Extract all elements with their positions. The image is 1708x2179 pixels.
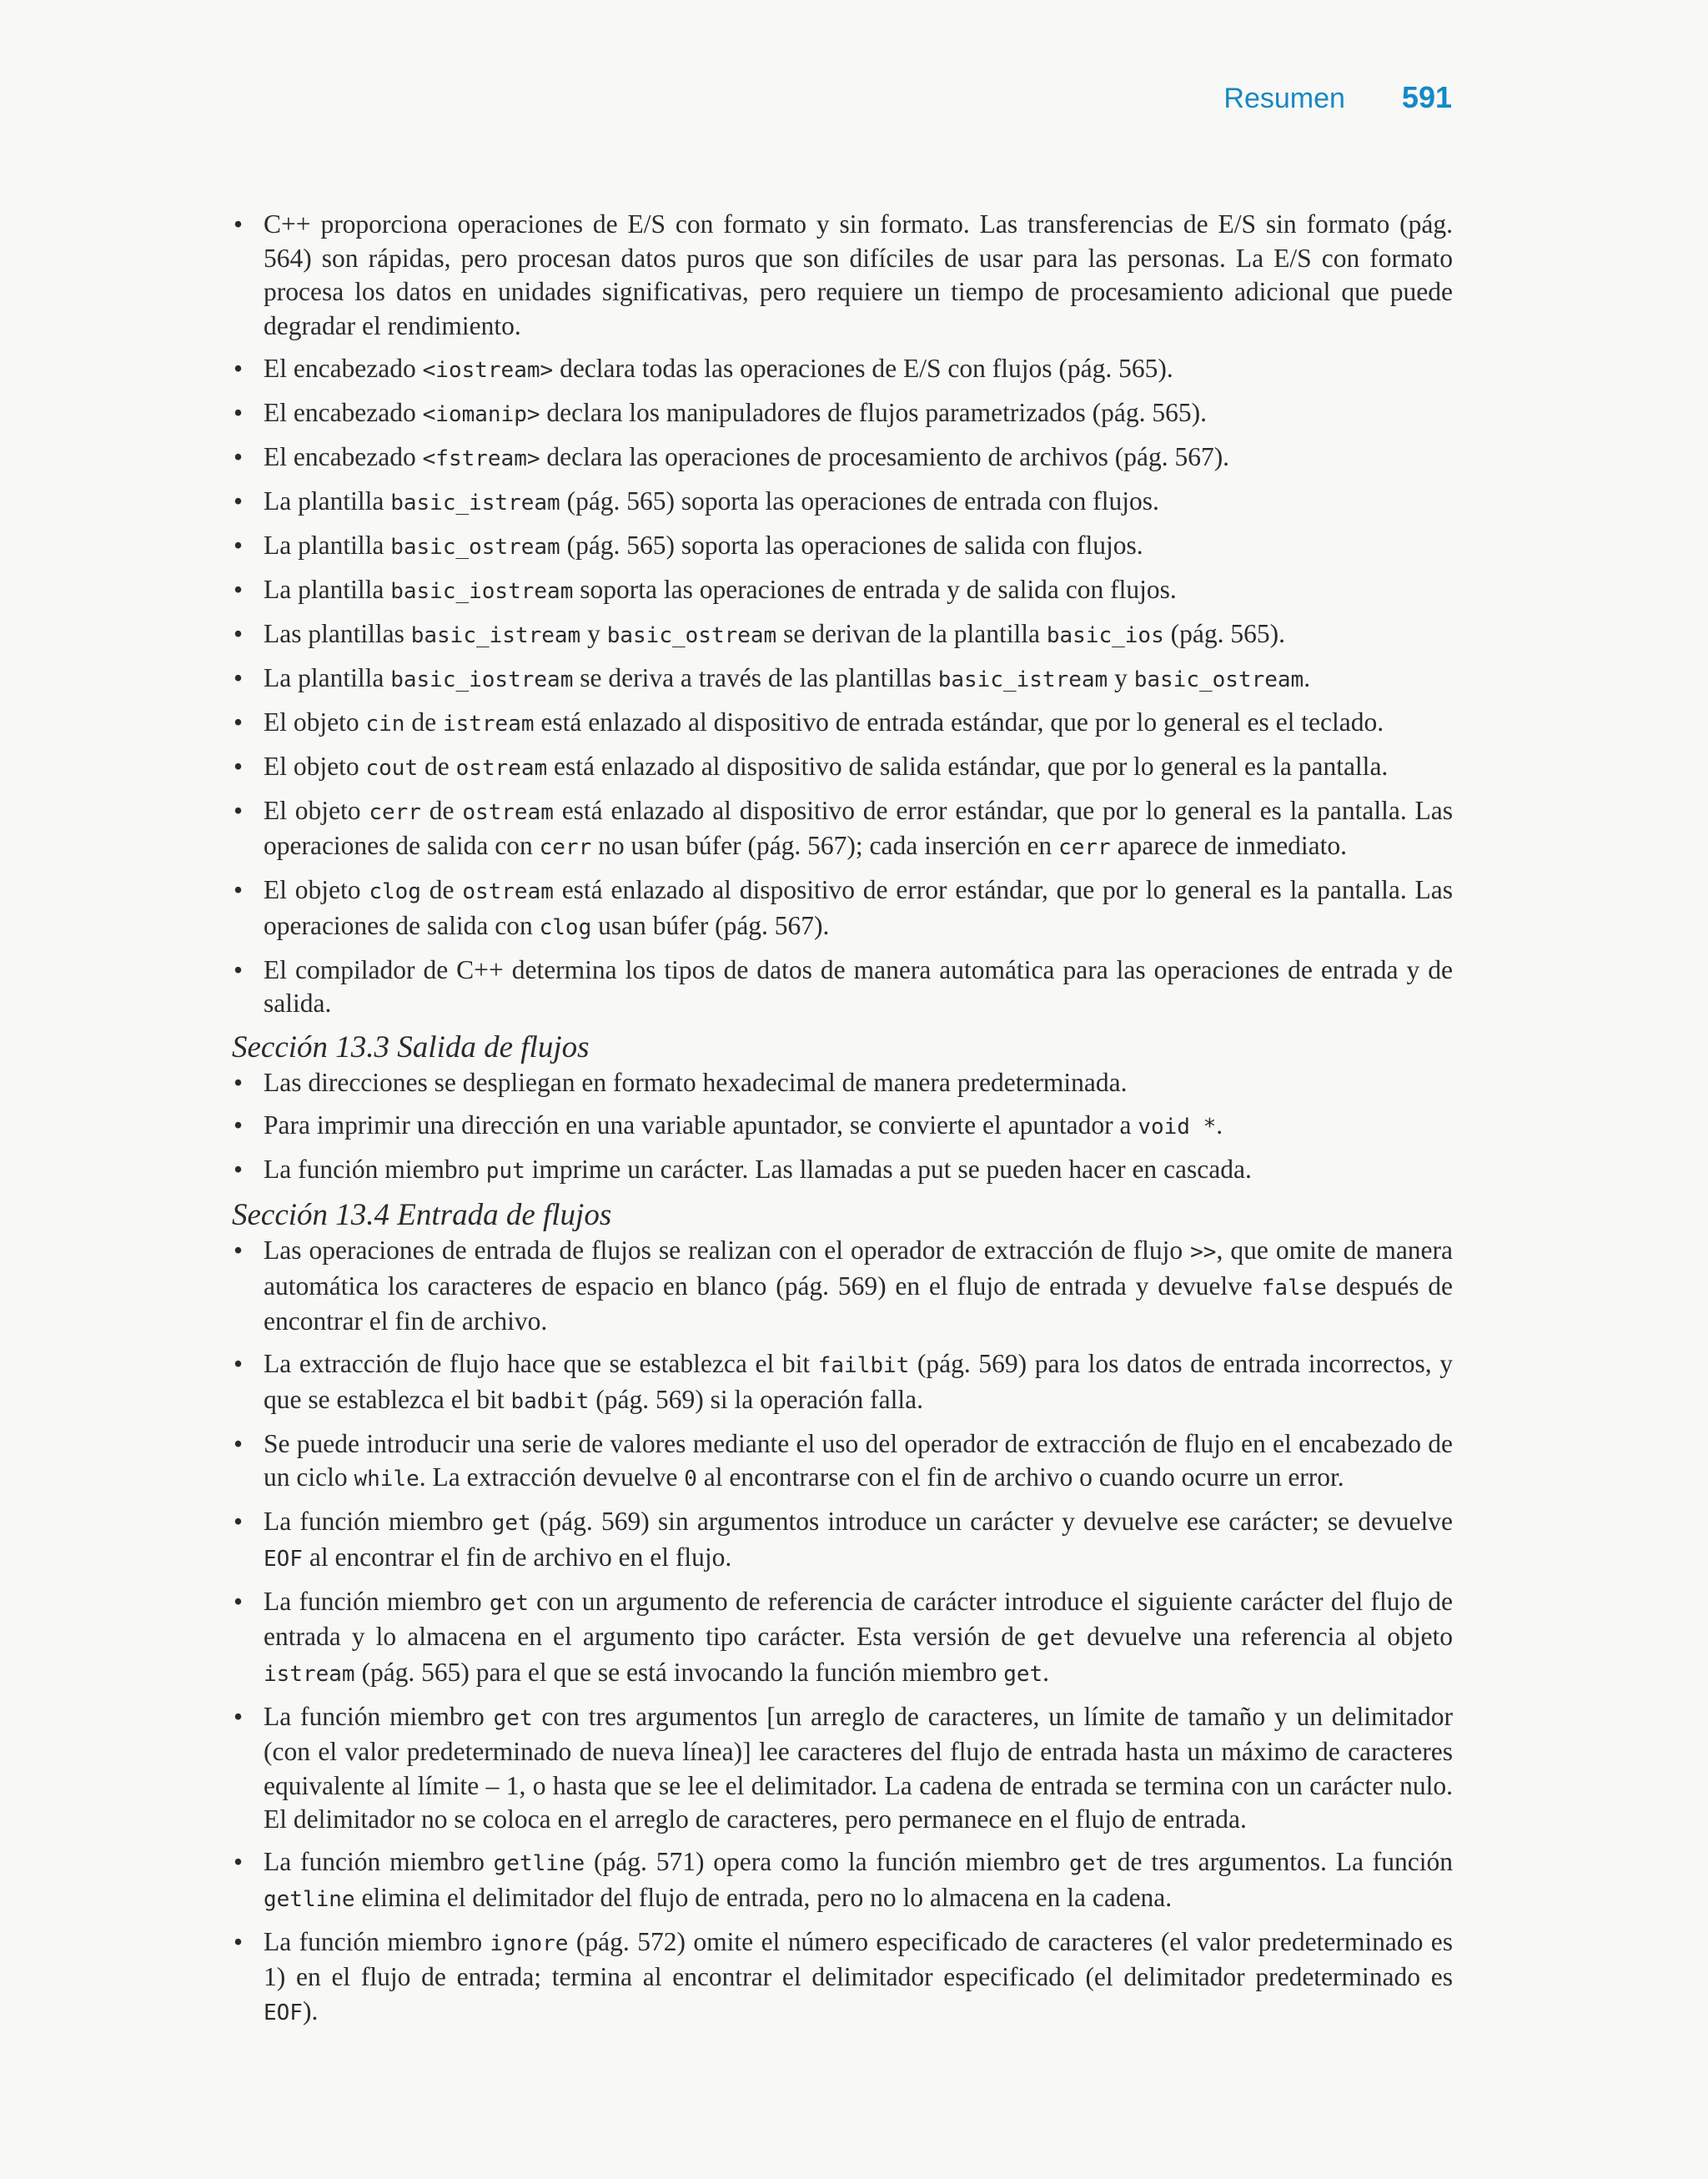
inline-code: get — [1037, 1626, 1077, 1651]
list-item — [232, 1845, 1453, 1916]
list-item — [232, 750, 1453, 786]
inline-code: 0 — [684, 1467, 697, 1492]
text-run: C++ proporciona operaciones de E/S con formato y sin formato. Las transferencias de E/S sin formato (pág. 564) son rápidas, pero procesan datos puros que son difíciles de usar para las personas. La E/S con formato procesa los datos en unidades significativas, pero requiere un tiempo de procesamiento adicional que puede degradar el rendimiento. — [264, 209, 1453, 340]
list-item — [232, 954, 1453, 1021]
text-run: al encontrarse con el fin de archivo o cuando ocurre un error. — [696, 1462, 1344, 1492]
text-run: está enlazado al dispositivo de entrada estándar, que por lo general es el teclado. — [534, 707, 1384, 737]
text-run: después de encontrar el fin de archivo. — [264, 1271, 1454, 1336]
text-run: (pág. 569) si la operación falla. — [589, 1384, 924, 1414]
text-run: (pág. 565) para el que se está invocando la función miembro — [354, 1657, 1004, 1687]
inline-code: cin — [365, 711, 405, 737]
inline-code: clog — [539, 914, 592, 940]
list-item — [232, 1700, 1453, 1837]
inline-code: <fstream> — [422, 445, 540, 471]
text-run: elimina el delimitador del flujo de entrada, pero no lo almacena en la cadena. — [354, 1882, 1173, 1912]
inline-code: basic_istream — [937, 667, 1108, 692]
list-item — [232, 617, 1453, 653]
text-run: (pág. 565). — [1163, 618, 1285, 648]
text-run: (pág. 571) opera como la función miembro — [585, 1847, 1069, 1876]
list-item — [232, 1234, 1453, 1339]
text-run: El encabezado — [264, 353, 423, 383]
inline-code: ostream — [462, 799, 554, 825]
text-run: devuelve una referencia al objeto — [1076, 1622, 1454, 1651]
text-run: ). — [302, 1995, 319, 2026]
list-item — [232, 396, 1453, 432]
text-run: está enlazado al dispositivo de salida estándar, que por lo general es la pantalla. — [547, 751, 1389, 781]
inline-code: cerr — [1058, 835, 1111, 860]
inline-code: basic_ostream — [390, 534, 560, 560]
text-run: La plantilla — [264, 574, 391, 604]
inline-code: basic_iostream — [390, 667, 574, 692]
text-run: La extracción de flujo hace que se establezca el bit — [264, 1349, 818, 1378]
inline-code: >> — [1190, 1240, 1217, 1265]
text-run: . — [1042, 1657, 1050, 1687]
text-run: La plantilla — [264, 530, 391, 560]
text-run: (pág. 569) para los datos de entrada incorrectos, y que se establezca el bit — [264, 1349, 1453, 1414]
text-run: usan búfer (pág. 567). — [591, 910, 830, 940]
text-run: de — [404, 707, 443, 737]
inline-code: ostream — [455, 755, 548, 781]
list-item — [232, 529, 1453, 565]
inline-code: istream — [264, 1661, 355, 1687]
text-run: soporta las operaciones de entrada y de salida con flujos. — [573, 574, 1177, 604]
text-run: de — [420, 875, 463, 904]
text-run: (pág. 569) sin argumentos introduce un carácter y devuelve ese carácter; se devuelve — [530, 1507, 1454, 1536]
text-run: no usan búfer (pág. 567); cada inserción en — [591, 831, 1059, 860]
text-run: Las direcciones se despliegan en formato hexadecimal de manera predeterminada. — [264, 1068, 1128, 1097]
text-run: El objeto — [264, 875, 369, 904]
section-heading-13-3: Sección 13.3 Salida de flujos — [232, 1030, 590, 1064]
text-run: Para imprimir una dirección en una variable apuntador, se convierte el apuntador a — [264, 1110, 1138, 1140]
inline-code: getline — [264, 1886, 355, 1912]
list-item — [232, 1066, 1453, 1100]
inline-code: get — [1003, 1661, 1043, 1687]
bullet-list-general — [232, 208, 1453, 1021]
text-run: (pág. 572) omite el número especificado de caracteres (el valor predeterminado es 1) en el flujo de entrada; termina al encontrar el delimitador especificado (el delimitador predeterminado es — [264, 1926, 1454, 1991]
inline-code: EOF — [264, 1546, 303, 1572]
text-run: declara todas las operaciones de E/S con flujos (pág. 565). — [553, 353, 1173, 383]
list-item — [232, 794, 1453, 865]
text-run: (pág. 565) soporta las operaciones de entrada con flujos. — [560, 486, 1159, 516]
inline-code: put — [485, 1159, 525, 1184]
text-run: con un argumento de referencia de carácter introduce el siguiente carácter del flujo de entrada y lo almacena en el argumento tipo carácter. Esta versión de — [264, 1586, 1454, 1651]
inline-code: <iostream> — [422, 357, 554, 383]
text-run: La plantilla — [264, 662, 391, 692]
inline-code: while — [354, 1467, 419, 1492]
list-item — [232, 1585, 1453, 1692]
text-run: El objeto — [264, 707, 366, 737]
text-run: de tres argumentos. La función — [1108, 1847, 1454, 1876]
text-run: La función miembro — [264, 1701, 494, 1731]
text-run: de — [418, 751, 456, 781]
inline-code: cerr — [369, 799, 421, 825]
summary-content — [232, 208, 1453, 2039]
text-run: y — [1108, 662, 1134, 692]
text-run: La función miembro — [264, 1155, 486, 1184]
text-run: La función miembro — [264, 1586, 490, 1616]
bullet-list-section-13-3 — [232, 1066, 1453, 1189]
inline-code: cout — [365, 755, 419, 781]
list-item — [232, 1109, 1453, 1145]
text-run: El encabezado — [264, 441, 423, 471]
text-run: , que omite de manera automática los caracteres de espacio en blanco (pág. 569) en el flujo de entrada y devuelve — [264, 1235, 1453, 1301]
text-run: La función miembro — [264, 1847, 494, 1876]
text-run: declara las operaciones de procesamiento de archivos (pág. 567). — [540, 441, 1230, 471]
running-head — [1223, 80, 1452, 115]
inline-code: <iomanip> — [422, 401, 540, 427]
list-item — [232, 662, 1453, 697]
text-run: La función miembro — [264, 1926, 490, 1956]
text-run: (pág. 565) soporta las operaciones de salida con flujos. — [560, 530, 1143, 560]
text-run: El objeto — [264, 795, 369, 825]
inline-code: get — [493, 1705, 533, 1731]
inline-code: clog — [369, 879, 421, 904]
text-run: Las plantillas — [264, 618, 411, 648]
inline-code: badbit — [510, 1388, 590, 1414]
text-run: está enlazado al dispositivo de error estándar, que por lo general es la pantalla. Las operaciones de salida con — [264, 795, 1453, 860]
inline-code: failbit — [817, 1353, 910, 1378]
running-head-title: Resumen — [1223, 83, 1345, 114]
list-item — [232, 485, 1453, 521]
inline-code: istream — [442, 711, 535, 737]
list-item — [232, 1153, 1453, 1189]
text-run: . — [1216, 1110, 1223, 1140]
inline-code: ostream — [462, 879, 554, 904]
text-run: La función miembro — [264, 1507, 492, 1536]
list-item — [232, 706, 1453, 742]
inline-code: basic_ios — [1046, 622, 1164, 648]
list-item — [232, 440, 1453, 476]
text-run: aparece de inmediato. — [1110, 831, 1348, 860]
bullet-list-section-13-4 — [232, 1234, 1453, 2030]
inline-code: getline — [493, 1851, 585, 1876]
inline-code: EOF — [264, 2000, 303, 2026]
inline-code: basic_istream — [410, 622, 581, 648]
text-run: Se puede introducir una serie de valores mediante el uso del operador de extracción de flujo en el encabezado de un ciclo — [264, 1428, 1453, 1492]
text-run: El compilador de C++ determina los tipos de datos de manera automática para las operaciones de entrada y de salida. — [264, 954, 1453, 1018]
list-item — [232, 1925, 1453, 2031]
text-run: . La extracción devuelve — [419, 1462, 685, 1492]
section-heading-13-4: Sección 13.4 Entrada de flujos — [232, 1198, 612, 1232]
list-item — [232, 1427, 1453, 1497]
list-item — [232, 1347, 1453, 1418]
text-run: se deriva a través de las plantillas — [573, 662, 938, 692]
inline-code: false — [1261, 1275, 1327, 1301]
inline-code: basic_iostream — [390, 578, 574, 604]
text-run: Las operaciones de entrada de flujos se realizan con el operador de extracción de flujo — [264, 1235, 1191, 1265]
text-run: imprime un carácter. Las llamadas a put se pueden hacer en cascada. — [525, 1155, 1252, 1184]
inline-code: ignore — [490, 1930, 569, 1956]
inline-code: basic_ostream — [1133, 667, 1304, 692]
text-run: está enlazado al dispositivo de error estándar, que por lo general es la pantalla. Las operaciones de salida con — [264, 875, 1453, 940]
list-item — [232, 1505, 1453, 1576]
list-item — [232, 873, 1453, 944]
inline-code: basic_istream — [390, 490, 560, 516]
text-run: La plantilla — [264, 486, 391, 516]
text-run: se derivan de la plantilla — [776, 618, 1047, 648]
page-number: 591 — [1401, 80, 1452, 114]
text-run: . — [1304, 662, 1311, 692]
text-run: y — [580, 618, 607, 648]
inline-code: basic_ostream — [606, 622, 777, 648]
inline-code: void * — [1138, 1115, 1217, 1140]
text-run: al encontrar el fin de archivo en el flujo. — [302, 1542, 732, 1572]
inline-code: get — [491, 1511, 531, 1536]
text-run: declara los manipuladores de flujos parametrizados (pág. 565). — [540, 397, 1207, 427]
inline-code: get — [1069, 1851, 1108, 1876]
list-item — [232, 352, 1453, 388]
text-run: con tres argumentos [un arreglo de caracteres, un límite de tamaño y un delimitador (con el valor predeterminado de nueva línea)] lee caracteres del flujo de entrada hasta un máximo de caracteres equivalente al límite – 1, o hasta que se lee el delimitador. La cadena de entrada se termina con un carácter nulo. El delimitador no se coloca en el arreglo de caracteres, pero permanece en el flujo de entrada. — [264, 1701, 1454, 1834]
text-run: de — [420, 795, 463, 825]
list-item — [232, 573, 1453, 609]
text-run: El objeto — [264, 751, 366, 781]
inline-code: cerr — [539, 835, 592, 860]
list-item — [232, 208, 1453, 343]
text-run: El encabezado — [264, 397, 423, 427]
inline-code: get — [489, 1590, 529, 1616]
